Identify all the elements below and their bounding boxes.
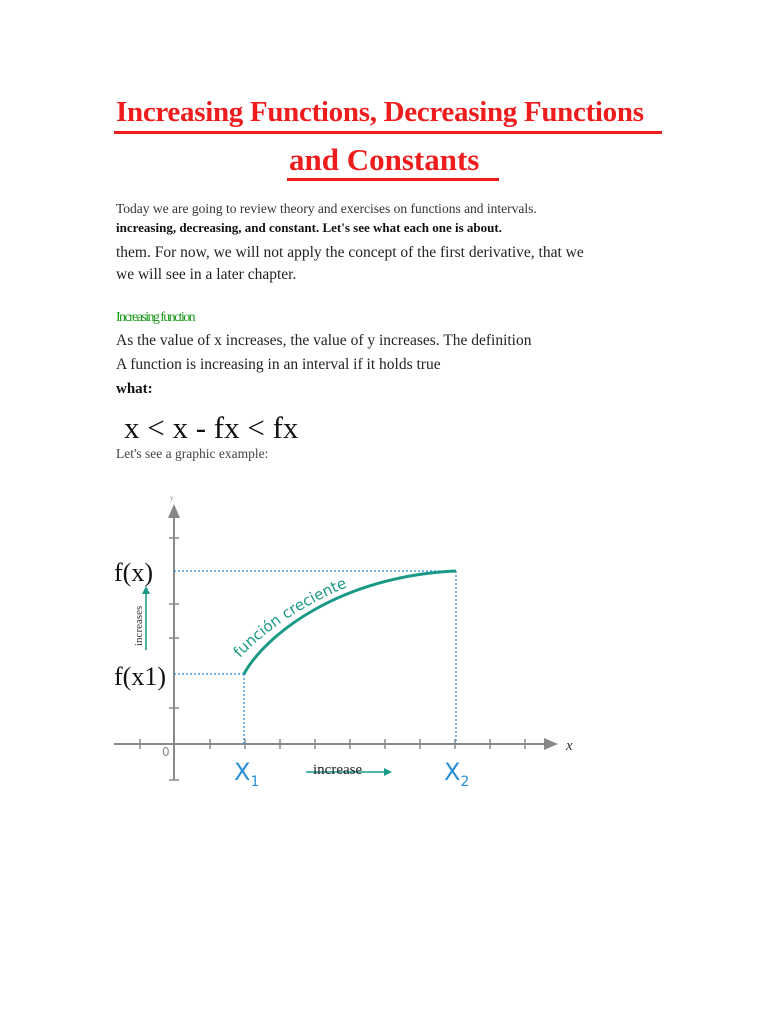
page-title-line-2: and Constants [289, 142, 480, 177]
fx-label: f(x) [114, 558, 153, 587]
intro-line-2: increasing, decreasing, and constant. Let's see what each one is about. [116, 220, 502, 235]
section-heading: Increasing function [116, 310, 195, 325]
definition-line-1: As the value of x increases, the value of y increases. The definition [116, 332, 532, 349]
y-increase-label: increases [133, 605, 145, 646]
origin-label: 0 [162, 745, 170, 759]
y-increase-arrowhead [142, 586, 150, 594]
fx1-label: f(x1) [114, 662, 166, 691]
definition-line-2: A function is increasing in an interval if it holds true [116, 356, 441, 373]
x-increase-label: increase [313, 762, 363, 778]
y-axis-label: y [170, 494, 174, 502]
page-title-line-1: Increasing Functions, Decreasing Functions [116, 96, 644, 128]
graphic-intro: Let's see a graphic example: [116, 446, 269, 461]
intro-line-4: we will see in a later chapter. [116, 266, 297, 283]
x-axis-arrow [544, 738, 558, 750]
intro-line-1: Today we are going to review theory and exercises on functions and intervals. [116, 201, 537, 216]
formula: x < x - fx < fx [124, 410, 299, 445]
x1-label: $X_1$ [234, 758, 260, 790]
increasing-function-graph [100, 480, 580, 800]
x-axis-label: x [566, 738, 573, 754]
title-underline-2 [287, 178, 499, 181]
x-increase-arrowhead [384, 768, 392, 776]
intro-line-3: them. For now, we will not apply the concept of the first derivative, that we [116, 244, 584, 261]
x2-label: $X_2$ [444, 758, 470, 790]
curve-label: función creciente [229, 574, 350, 661]
title-underline-1 [114, 131, 662, 134]
y-axis-arrow [168, 504, 180, 518]
definition-line-3: what: [116, 381, 153, 397]
